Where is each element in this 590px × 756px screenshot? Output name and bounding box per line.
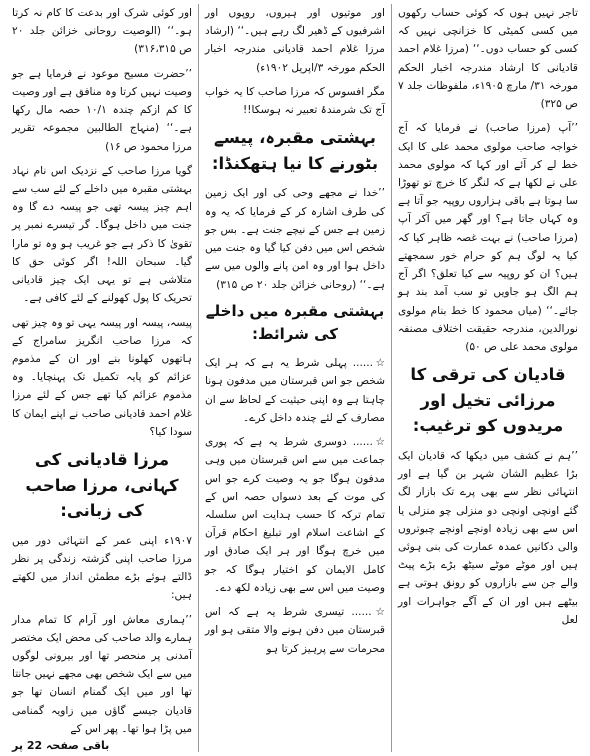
right-paragraph-1: تاجر نہیں ہوں کہ کوئی حساب رکھوں میں کسی کمیٹی کا خزانچی نہیں کہ کسی کو حساب دوں۔‘‘ (مرزا غلام احمد قادیانی کا ارشاد مندرجہ اخبار الحکم مورخہ ۳۱/ مارچ ۱۹۰۵ء، ملفوظات جلد ۷ ص ۳۲۵) xyxy=(398,7,578,111)
column-middle xyxy=(199,4,392,752)
right-paragraph-2: ’’آپ (مرزا صاحب) نے فرمایا کہ آج خواجہ صاحب مولوی محمد علی کا ایک خط لے کر آئے اور کہا کہ مولوی محمد علی نے لکھا ہے کہ لنگر کا خرچ تو تھوڑا سا ہوتا ہے باقی ہزاروں روپیہ جو آتا ہے وہ کہاں جاتا ہے؟ اور گھر میں آکر آپ (مرزا صاحب) نے بہت غصہ ظاہر کیا کہ کیا یہ لوگ ہم کو حرام خور سمجھتے ہیں؟ ان کو روپیہ سے کیا تعلق؟ اگر آج ہم الگ ہو جاویں تو سب آمد بند ہو جائے۔‘‘ (میاں محمود کا خط بنام مولوی نورالدین، مندرجہ حقیقت اختلاف مصنفہ مولوی محمد علی ص ۵۰) xyxy=(398,122,578,353)
left-paragraph-2: ’’حضرت مسیح موعود نے فرمایا ہے جو وصیت نہیں کرتا وہ منافق ہے اور وصیت کا کم ازکم چندہ ۱۰/۱ حصہ مال رکھا ہے۔‘‘ (منہاج الطالبین مجموعہ تقریر مرزا محمود ص ۱۶) xyxy=(12,67,192,153)
column-left xyxy=(6,4,199,752)
middle-paragraph-1: اور موتیوں اور ہیروں، روپوں اور اشرفیوں کے ڈھیر لگ رہے ہیں۔‘‘ (ارشاد مرزا غلام احمد قادیانی مندرجہ اخبار الحکم مورخہ ۳/اپریل ۱۹۰۲ء) xyxy=(205,7,385,74)
middle-paragraph-4: ☆...... پہلی شرط یہ ہے کہ ہر ایک شخص جو اس قبرستان میں مدفون ہونا چاہتا ہے وہ اپنی حیثیت کے لحاظ سے ان مصارف کے لئے چندہ داخل کرے۔ xyxy=(205,357,385,424)
right-paragraph-3: ’’ہم نے کشف میں دیکھا کہ قادیان ایک بڑا عظیم الشان شہر بن گیا ہے اور انتہائی نظر سے بھی پرے تک بازار لگ گئے اونچی اونچی دو منزلی چو منزلی یا اس سے بھی زیادہ اونچے اونچے چبوتروں والی دکانیں عمدہ عمارت کی بنی ہوئی ہیں اور موٹے موٹے سیٹھ بڑے بڑے پیٹ والے جن سے بازاروں کو رونق ہوتی ہے بیٹھے ہیں اور ان کے آگے جواہرات اور لعل xyxy=(398,449,578,626)
right-heading: قادیان کی ترقی کا مرزائی تخیل اور مریدوں کو ترغیب: xyxy=(410,365,566,436)
left-paragraph-6: ’’ہماری معاش اور آرام کا تمام مدار ہمارے والد صاحب کی محض ایک مختصر آمدنی پر منحصر تھا اور بیرونی لوگوں میں سے ایک شخص بھی مجھے نہیں جانتا تھا اور میں ایک گمنام انسان تھا جو قادیان جیسے گاؤں میں زاویہ گمنامی میں پڑا ہوا تھا۔ پھر اس کے xyxy=(12,613,192,735)
middle-paragraph-3: ’’خدا نے مجھے وحی کی اور ایک زمین کی طرف اشارہ کر کے فرمایا کہ یہ وہ زمین ہے جس کے نیچے جنت ہے۔ بس جو شخص اس میں دفن کیا گیا وہ جنت میں داخل ہوا اور وہ امن پانے والوں میں سے ہے۔‘‘ (روحانی خزائن جلد ۲۰ ص ۳۱۵) xyxy=(205,187,385,291)
middle-paragraph-5: ☆...... دوسری شرط یہ ہے کہ پوری جماعت میں سے اس قبرستان میں وہی مدفون ہوگا جو یہ وصیت کرے جو اس کی موت کے بعد دسواں حصہ اس کے تمام ترکہ کا حسب ہدایت اس سلسلہ کے اشاعت اسلام اور تبلیغ احکام قرآن میں خرچ ہوگا اور ہر ایک صادق اور کامل الایمان کو اختیار ہوگا کہ جو وصیت میں اس سے بھی زیادہ لکھ دے۔ xyxy=(205,436,385,594)
left-paragraph-4: پیسہ، پیسہ اور پیسہ یہی تو وہ چیز تھی کہ مرزا صاحب انگریز سامراج کے ہاتھوں کھلونا بنے اور ان کے مذموم عزائم کو پایہ تکمیل تک پہنچایا۔ وہ مذموم عزائم کیا تھے جس کے لئے مرزا غلام احمد قادیانی صاحب نے اپنے ایمان کا سودا کیا؟ xyxy=(12,316,192,438)
continued-on-page-note: باقی صفحہ 22 پر xyxy=(12,739,110,752)
left-paragraph-5: ۱۹۰۷ء اپنی عمر کے انتہائی دور میں مرزا صاحب اپنی گزشتہ زندگی پر نظر ڈالتے ہوئے بڑے مطمئن انداز میں لکھتے ہیں: xyxy=(12,534,192,602)
column-right xyxy=(392,4,584,752)
middle-paragraph-2: مگر افسوس کہ مرزا صاحب کا یہ خواب آج تک شرمندۂ تعبیر نہ ہوسکا!! xyxy=(205,85,385,117)
left-paragraph-1: اور کوئی شرک اور بدعت کا کام نہ کرتا ہو۔‘‘ (الوصیت روحانی خزائن جلد ۲۰ ص ۳۱۶،۳۱۵) xyxy=(12,7,192,56)
middle-paragraph-6: ☆...... تیسری شرط یہ ہے کہ اس قبرستان میں دفن ہونے والا متقی ہو اور محرمات سے پرہیز کرتا ہو xyxy=(205,606,385,655)
left-paragraph-3: گویا مرزا صاحب کے نزدیک اس نام نہاد بہشتی مقبرہ میں داخلے کے لئے سب سے اہم چیز پیسہ تھی جو پیسہ دے گا وہ جنت میں داخل ہوگا۔ گر تیسرے نمبر پر تقویٰ کا ذکر ہے جو غریب ہو وہ تو مارا گیا۔ سبحان اللہ! اگر کوئی حق کا متلاشی ہے تو یہی ایک چیز قادیانی تحریک کا پول کھولنے کے لئے کافی ہے۔ xyxy=(12,164,192,305)
left-heading: مرزا قادیانی کی کہانی، مرزا صاحب کی زبانی: xyxy=(25,450,179,521)
middle-heading-2: بہشتی مقبرہ میں داخلے کی شرائط: xyxy=(205,301,385,343)
middle-heading-1: بہشتی مقبرہ، پیسے بٹورنے کا نیا ہتھکنڈا: xyxy=(211,128,379,173)
